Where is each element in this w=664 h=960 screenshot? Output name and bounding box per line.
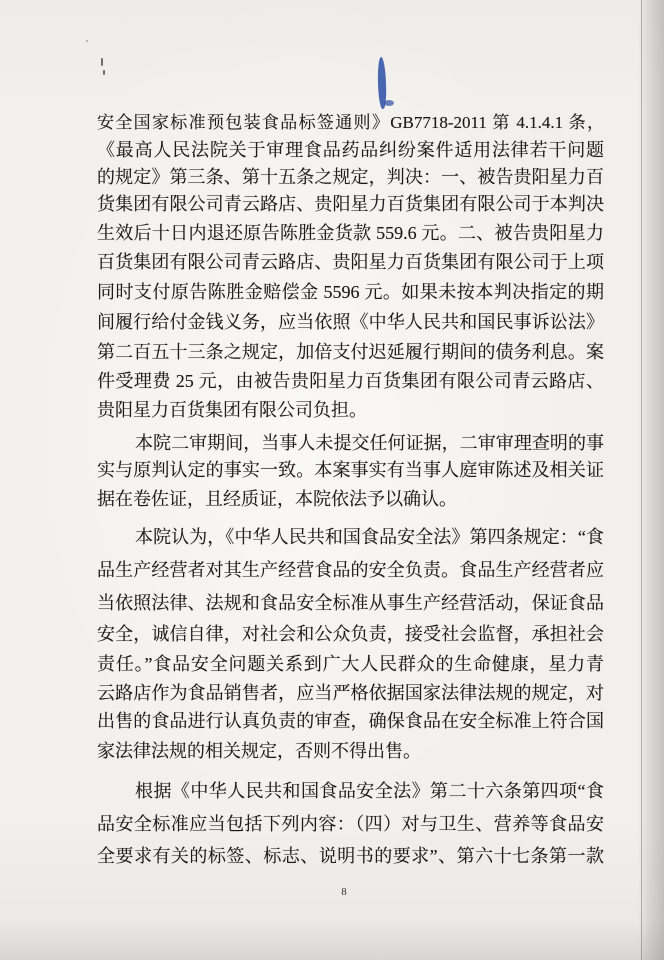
text-line: 同时支付原告陈胜金赔偿金 5596 元。如果未按本判决指定的期 (97, 282, 604, 302)
text-line: 出售的食品进行认真负责的审查，确保食品在安全标准上符合国 (97, 711, 604, 731)
text-line: 安全，诚信自律，对社会和公众负责，接受社会监督，承担社会 (97, 624, 604, 644)
text-line: 家法律法规的相关规定，否则不得出售。 (97, 741, 421, 761)
text-line: 件受理费 25 元，由被告贵阳星力百货集团有限公司青云路店、 (97, 371, 604, 391)
text-line: 百货集团有限公司青云路店、贵阳星力百货集团有限公司于上项 (97, 252, 604, 272)
text-line: 《最高人民法院关于审理食品药品纠纷案件适用法律若干问题 (97, 140, 604, 160)
text-line: 间履行给付金钱义务，应当依照《中华人民共和国民事诉讼法》 (97, 312, 604, 332)
text-line: 品安全标准应当包括下列内容：（四）对与卫生、营养等食品安 (97, 814, 604, 834)
text-line: 贵阳星力百货集团有限公司负担。 (97, 400, 367, 420)
text-line: 责任。”食品安全问题关系到广大人民群众的生命健康，星力青 (97, 654, 604, 674)
ink-speck (101, 58, 103, 66)
text-line: 本院二审期间，当事人未提交任何证据，二审审理查明的事 (135, 433, 604, 453)
text-line: 实与原判认定的事实一致。本案事实有当事人庭审陈述及相关证 (97, 460, 604, 480)
text-line: 安全国家标准预包装食品标签通则》GB7718-2011 第 4.1.4.1 条， (97, 113, 604, 132)
text-line: 的规定》第三条、第十五条之规定，判决：一、被告贵阳星力百 (97, 167, 604, 187)
scan-edge-line (641, 0, 642, 960)
text-line: 货集团有限公司青云路店、贵阳星力百货集团有限公司于本判决 (97, 194, 604, 214)
text-line: 根据《中华人民共和国食品安全法》第二十六条第四项“食 (135, 781, 604, 801)
text-line: 品生产经营者对其生产经营食品的安全负责。食品生产经营者应 (97, 560, 604, 580)
text-line: 本院认为，《中华人民共和国食品安全法》第四条规定：“食 (135, 527, 604, 547)
text-line: 生效后十日内退还原告陈胜金货款 559.6 元。二、被告贵阳星力 (97, 223, 604, 243)
text-line: 当依照法律、法规和食品安全标准从事生产经营活动，保证食品 (97, 593, 604, 613)
page-number: 8 (341, 886, 347, 898)
ink-speck (86, 40, 88, 42)
blue-pen-mark-tail (384, 100, 394, 106)
text-line: 全要求有关的标签、标志、说明书的要求”、第六十七条第一款 (97, 846, 604, 866)
text-line: 据在卷佐证，且经质证，本院依法予以确认。 (97, 489, 457, 509)
scan-bottom-shadow (0, 920, 664, 960)
ink-speck (103, 70, 105, 75)
text-line: 云路店作为食品销售者，应当严格依据国家法律法规的规定，对 (97, 683, 604, 703)
text-line: 第二百五十三条之规定，加倍支付迟延履行期间的债务利息。案 (97, 342, 604, 362)
